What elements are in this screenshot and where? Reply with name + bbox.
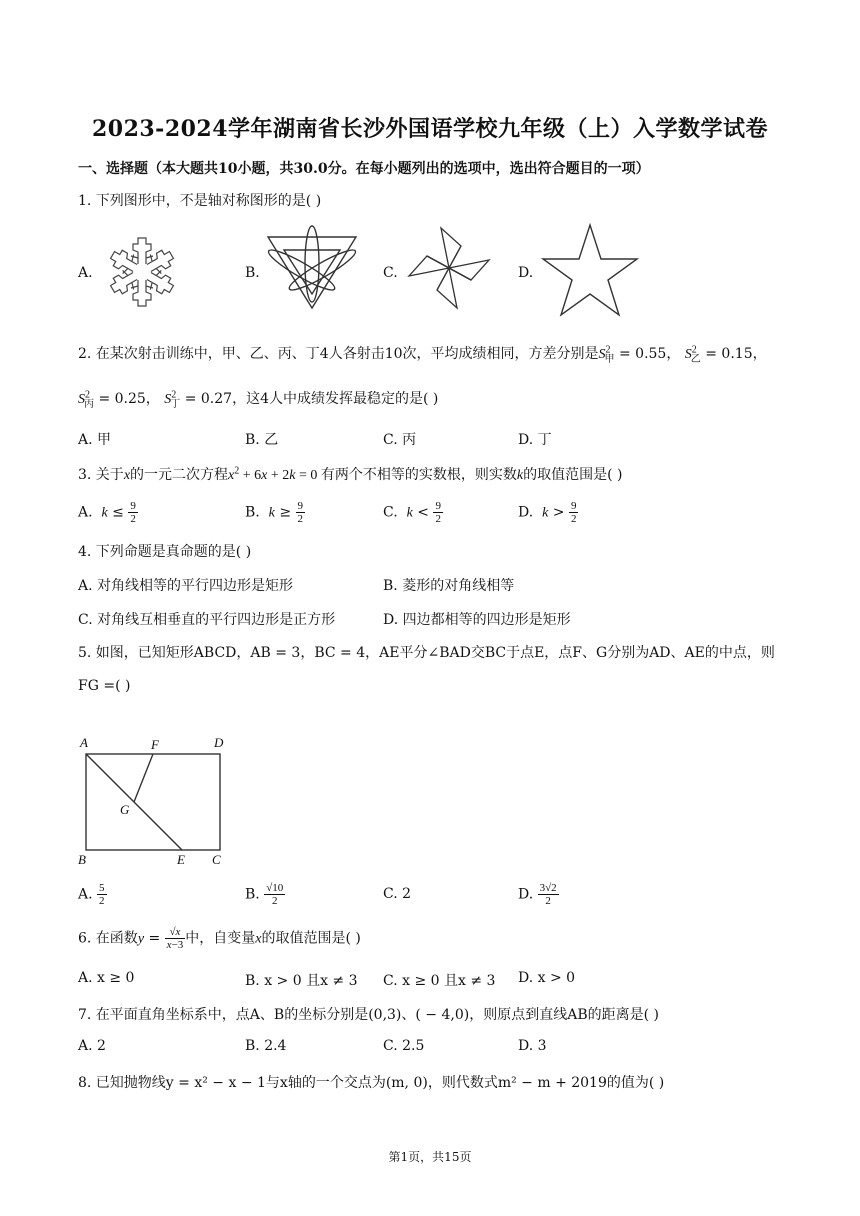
section-heading: 一、选择题（本大题共10小题，共30.0分。在每小题列出的选项中，选出符合题目的一项） <box>78 161 650 177</box>
label-c: C <box>212 852 221 867</box>
star-figure <box>540 222 640 318</box>
q5-line2: FG =( ) <box>78 678 131 694</box>
label-d: D <box>214 735 224 750</box>
label-e: E <box>177 852 185 867</box>
q2-line1: 2. 在某次射击训练中，甲、乙、丙、丁4人各射击10次，平均成绩相同，方差分别是$S^2_甲 = 0.55$， $S^2_乙 = 0.15$， <box>78 344 767 365</box>
q2-option-c: C. 丙 <box>383 432 417 448</box>
q4-option-c: C. 对角线互相垂直的平行四边形是正方形 <box>78 612 336 628</box>
q1-option-a-label: A. <box>78 265 93 281</box>
q3-option-a: A. k ≤ $\frac{9}{2}$ <box>78 500 136 525</box>
q4-option-b: B. 菱形的对角线相等 <box>383 578 515 594</box>
q2-option-b: B. 乙 <box>245 432 279 448</box>
q5-line1: 5. 如图，已知矩形ABCD，AB = 3，BC = 4，AE平分∠BAD交BC于点E，点F、G分别为AD、AE的中点，则 <box>78 645 775 661</box>
triangle-ellipses-figure <box>262 222 362 312</box>
page-title: 2023-2024学年湖南省长沙外国语学校九年级（上）入学数学试卷 <box>91 116 769 142</box>
q5-option-d: D. $\frac{3√2}{2}$ <box>518 882 557 907</box>
q1-option-b-label: B. <box>245 265 260 281</box>
q6-option-a: A. x ≥ 0 <box>78 970 135 986</box>
page-footer: 第1页，共15页 <box>388 1150 472 1164</box>
q3-stem: 3. 关于x的一元二次方程$x^2 + 6x + 2k = 0$ 有两个不相等的实数根，则实数k的取值范围是( ) <box>78 465 623 483</box>
label-f: F <box>151 737 159 752</box>
label-g: G <box>120 802 130 817</box>
q8-stem: 8. 已知抛物线y = x² − x − 1与x轴的一个交点为(m, 0)，则代数式m² − m + 2019的值为( ) <box>78 1075 665 1091</box>
pinwheel-figure <box>402 222 496 314</box>
label-b: B <box>78 852 86 867</box>
q3-option-c: C. k < $\frac{9}{2}$ <box>383 500 441 525</box>
q1-option-c-label: C. <box>383 265 398 281</box>
q5-option-c: C. 2 <box>383 886 412 902</box>
q3-option-b: B. k ≥ $\frac{9}{2}$ <box>245 500 304 525</box>
q1-option-d-label: D. <box>518 265 534 281</box>
q7-option-d: D. 3 <box>518 1038 547 1054</box>
q7-option-b: B. 2.4 <box>245 1038 287 1054</box>
label-a: A <box>80 735 88 750</box>
q6-option-c: C. x ≥ 0 且x ≠ 3 <box>383 973 496 989</box>
q6-stem: 6. 在函数y = $\frac{√x}{x-3}$ 中，自变量x的取值范围是( ) <box>78 926 361 951</box>
q2-option-d: D. 丁 <box>518 432 552 448</box>
q2-line2: $S^2_丙 = 0.25$， $S^2_丁 = 0.27$，这4人中成绩发挥最稳定的是( ) <box>78 389 439 410</box>
q7-option-a: A. 2 <box>78 1038 106 1054</box>
q5-option-a: A. $\frac{5}{2}$ <box>78 882 105 907</box>
q4-stem: 4. 下列命题是真命题的是( ) <box>78 544 252 560</box>
q1-stem: 1. 下列图形中，不是轴对称图形的是( ) <box>78 193 322 209</box>
q2-option-a: A. 甲 <box>78 432 112 448</box>
q3-option-d: D. k > $\frac{9}{2}$ <box>518 500 577 525</box>
q7-option-c: C. 2.5 <box>383 1038 425 1054</box>
q6-option-b: B. x > 0 且x ≠ 3 <box>245 973 358 989</box>
snowflake-figure <box>98 228 186 316</box>
q7-stem: 7. 在平面直角坐标系中，点A、B的坐标分别是(0,3)、( − 4,0)，则原点到直线AB的距离是( ) <box>78 1007 659 1023</box>
q6-option-d: D. x > 0 <box>518 970 576 986</box>
q4-option-a: A. 对角线相等的平行四边形是矩形 <box>78 578 294 594</box>
rectangle-figure <box>74 730 234 870</box>
q5-option-b: B. $\frac{√10}{2}$ <box>245 882 284 907</box>
q4-option-d: D. 四边都相等的四边形是矩形 <box>383 612 571 628</box>
